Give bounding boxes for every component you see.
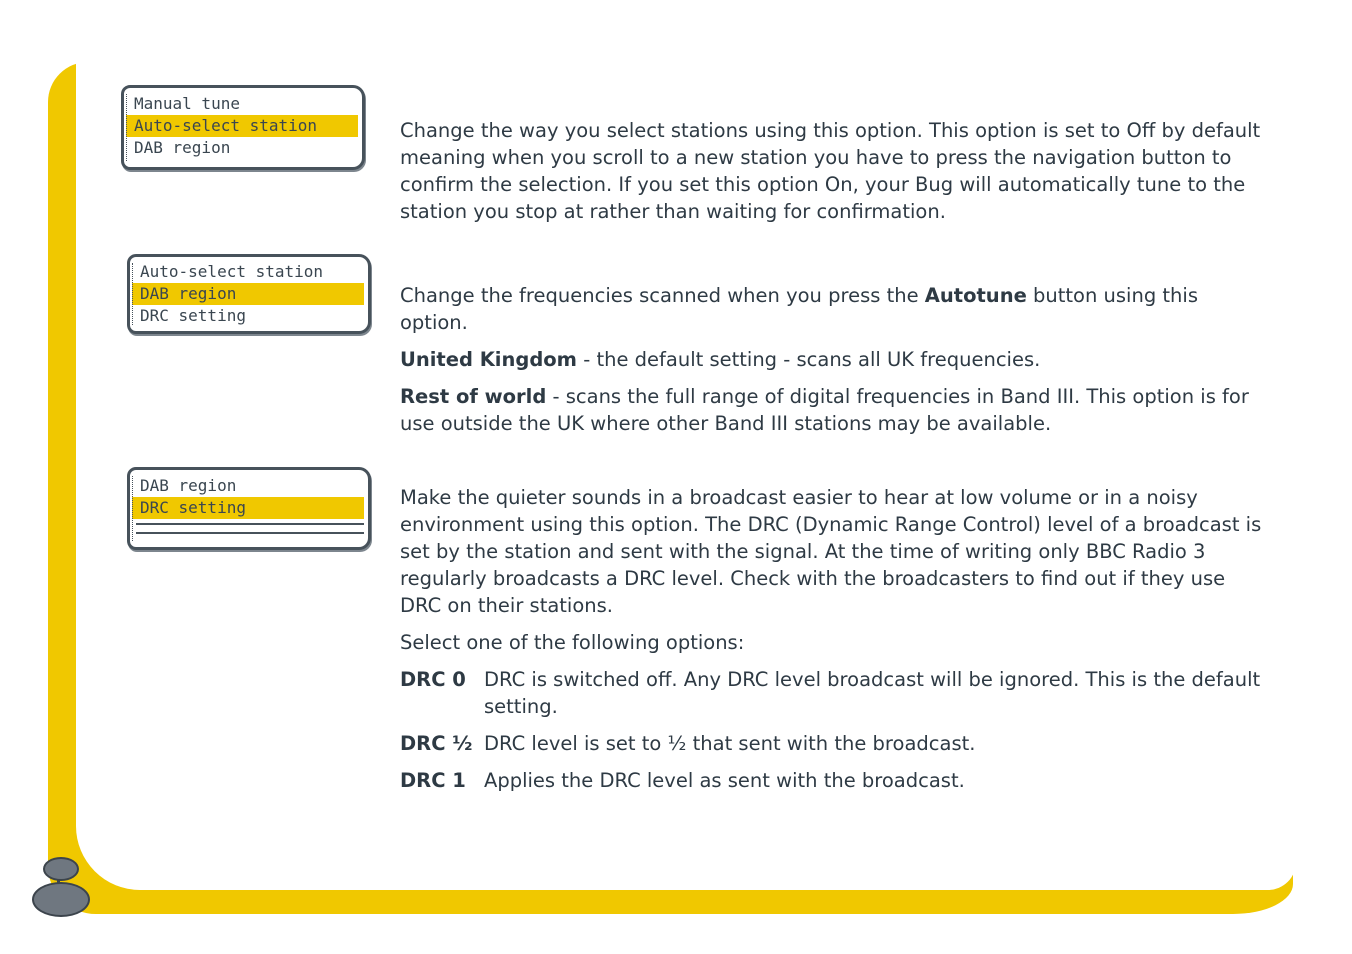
drc-option-name: DRC 1 [400, 769, 466, 792]
autotune-label: Autotune [924, 284, 1027, 307]
lcd-row: DRC setting [140, 306, 246, 325]
option-text: - scans the full range of digital frequencies in Band III. This option is for use outside the UK where other Band III stations may be available. [400, 385, 1249, 435]
option-text: - the default setting - scans all UK frequencies. [577, 348, 1041, 371]
lcd-row-selected: Auto-select station [126, 115, 358, 137]
drc-option [400, 666, 1270, 720]
auto-select-section [400, 117, 1270, 235]
dab-region-section [400, 282, 1270, 447]
lcd-screen-dab-region [127, 254, 371, 334]
lcd-row: Manual tune [134, 94, 240, 113]
dab-region-intro [400, 282, 1270, 336]
lcd-row: DAB region [140, 476, 237, 495]
lcd-end-of-list-lines [136, 523, 364, 534]
rest-of-world-option [400, 383, 1270, 437]
united-kingdom-option [400, 346, 1270, 373]
intro-text: button using this option. [400, 284, 1198, 334]
lcd-row: DAB region [134, 138, 231, 157]
drc-option [400, 767, 1270, 794]
drc-option-desc: DRC level is set to ½ that sent with the broadcast. [484, 732, 976, 755]
drc-option-name: DRC ½ [400, 732, 473, 755]
large-grey-button-icon [32, 882, 90, 917]
option-label: Rest of world [400, 385, 547, 408]
lcd-row-selected: DAB region [132, 283, 364, 305]
lcd-screen-auto-select [121, 85, 365, 170]
drc-option-desc: DRC is switched off. Any DRC level broadcast will be ignored. This is the default setting. [484, 668, 1261, 718]
auto-select-description: Change the way you select stations using this option. This option is set to Off by default meaning when you scroll to a new station you have to press the navigation button to confirm the selection. If you set this option On, your Bug will automatically tune to the station you stop at rather than waiting for confirmation. [400, 119, 1261, 223]
drc-setting-section [400, 484, 1270, 804]
drc-select-prompt: Select one of the following options: [400, 631, 745, 654]
small-grey-button-icon [43, 857, 79, 881]
drc-option-name: DRC 0 [400, 668, 466, 691]
drc-option [400, 730, 1270, 757]
intro-text: Change the frequencies scanned when you press the [400, 284, 925, 307]
option-label: United Kingdom [400, 348, 578, 371]
lcd-screen-drc-setting [127, 467, 371, 550]
drc-option-desc: Applies the DRC level as sent with the broadcast. [484, 769, 965, 792]
lcd-row-selected: DRC setting [132, 497, 364, 519]
lcd-row: Auto-select station [140, 262, 324, 281]
drc-description: Make the quieter sounds in a broadcast easier to hear at low volume or in a noisy environment using this option. The DRC (Dynamic Range Control) level of a broadcast is set by the station and sent with the signal. At the time of writing only BBC Radio 3 regularly broadcasts a DRC level. Check with the broadcasters to find out if they use DRC on their stations. [400, 486, 1262, 617]
